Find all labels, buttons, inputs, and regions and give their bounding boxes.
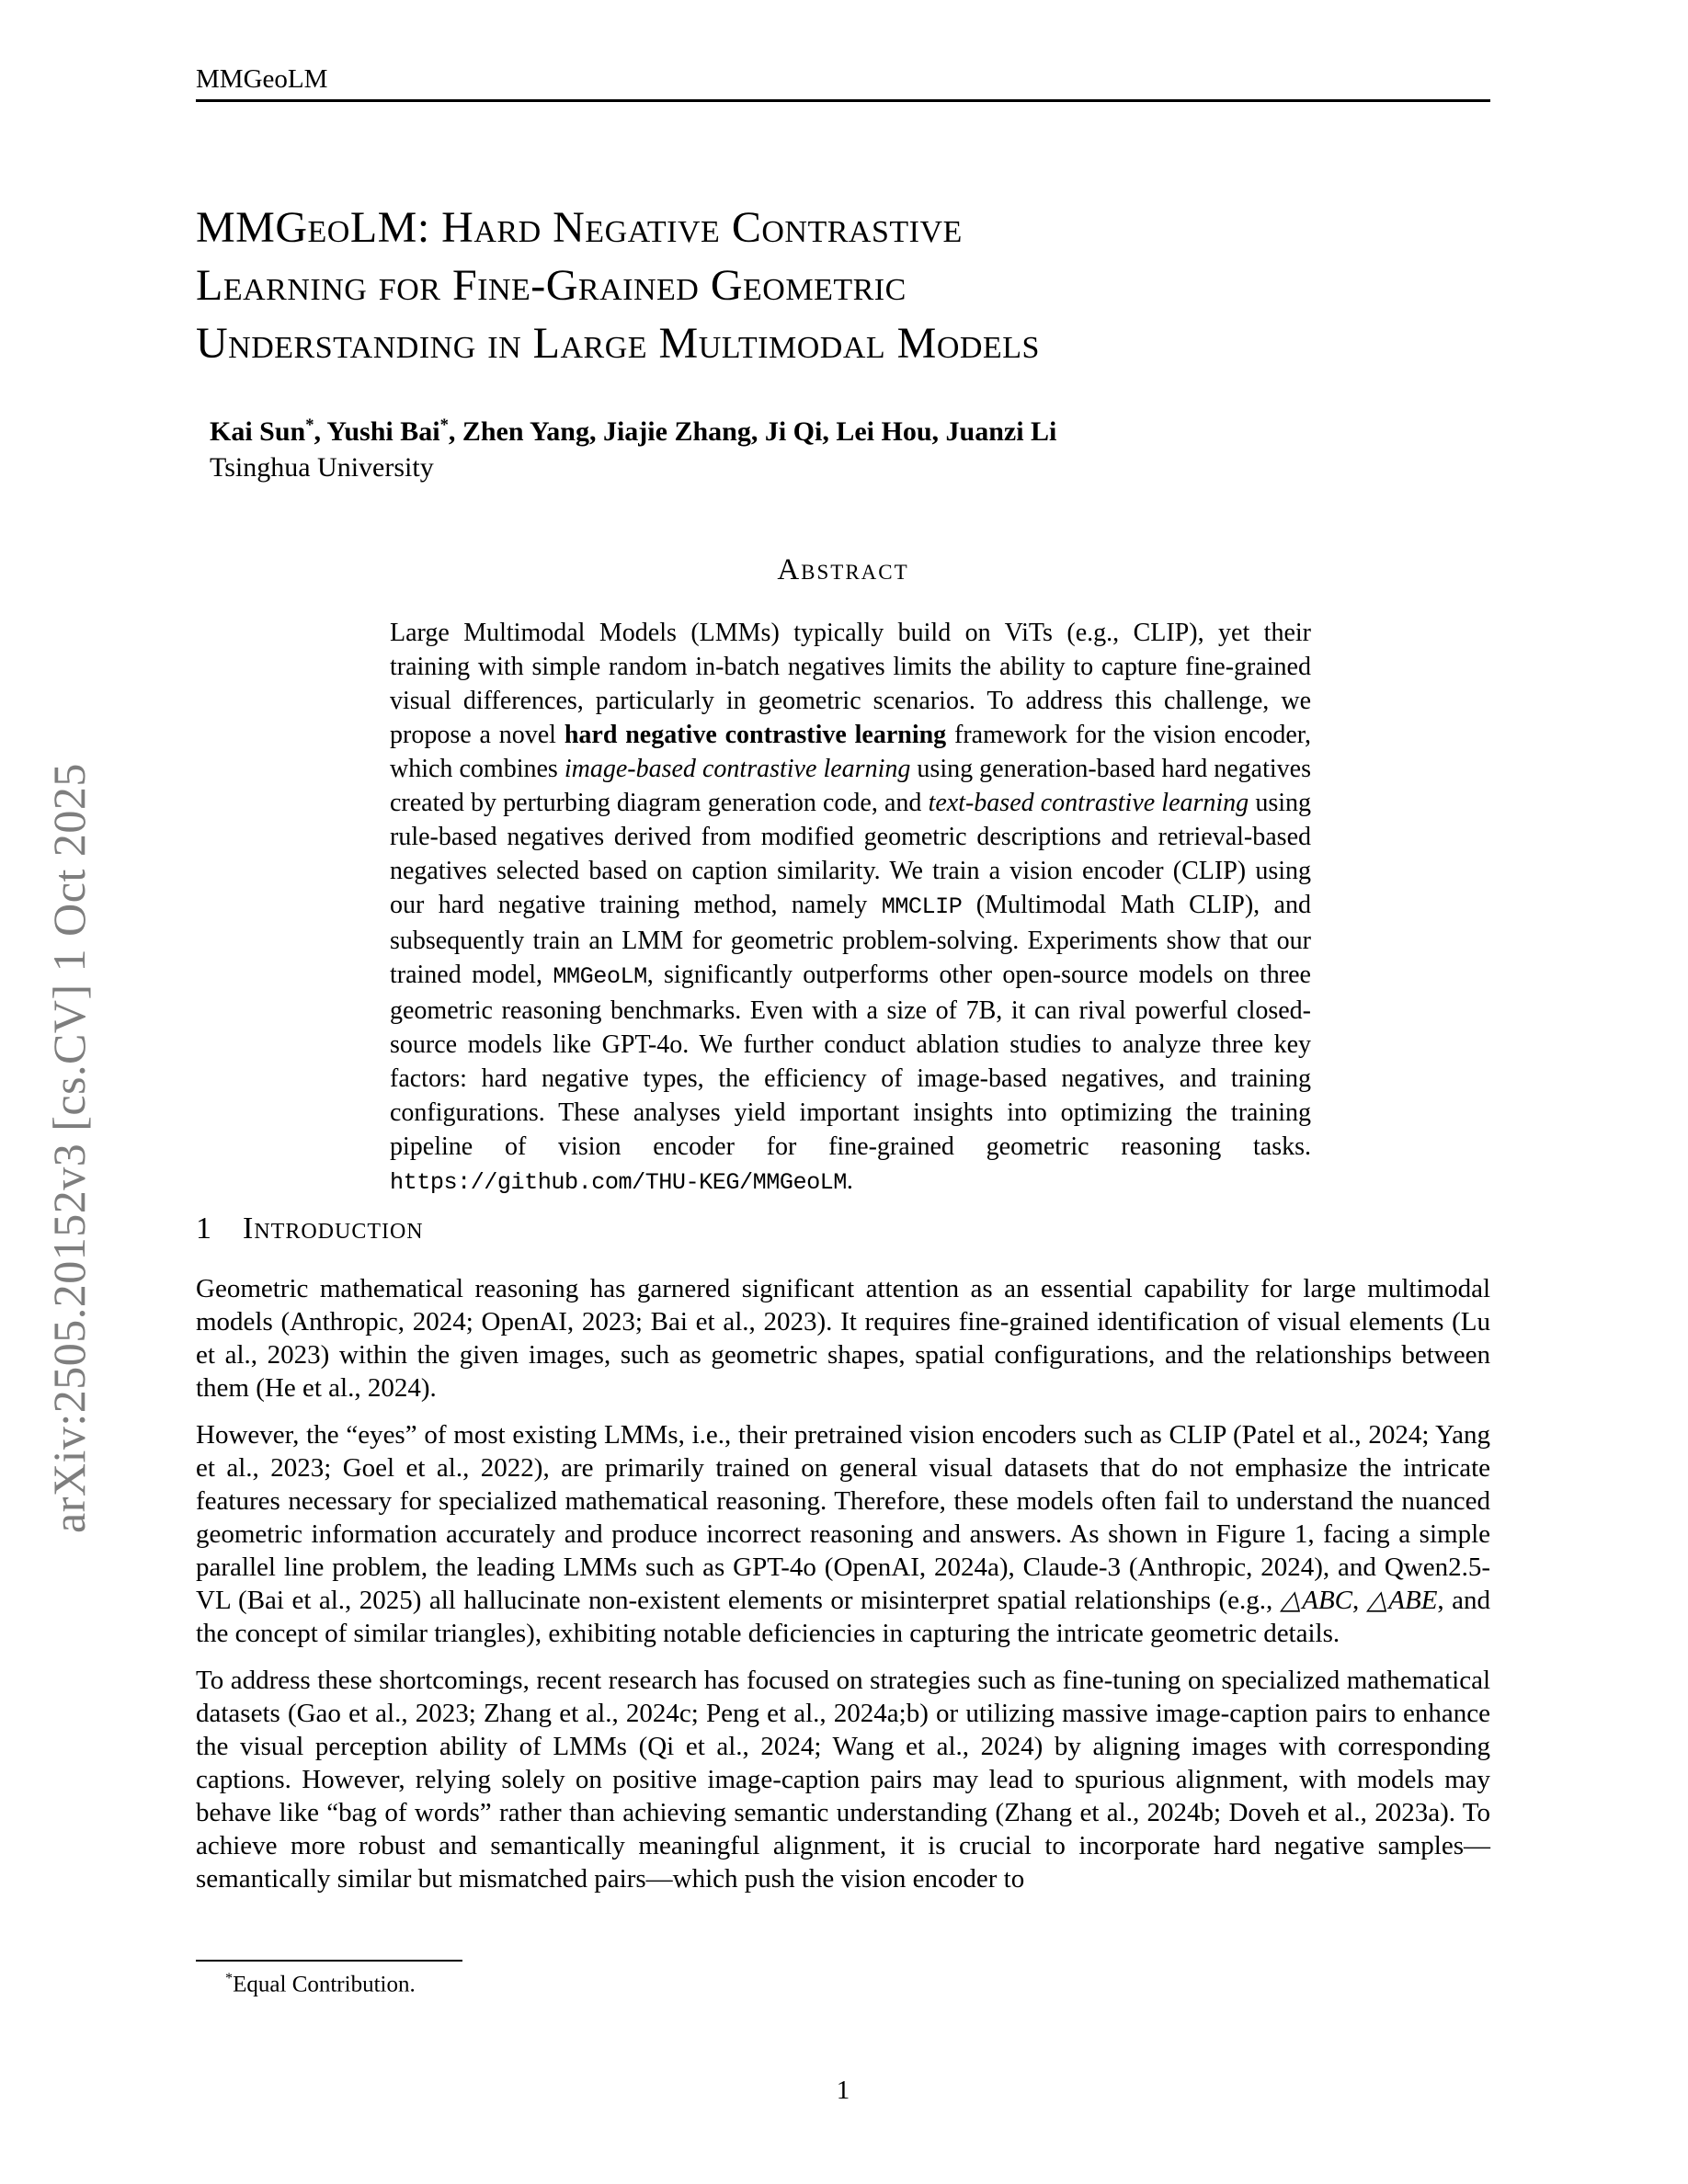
intro-paragraph-3: To address these shortcomings, recent research has focused on strategies such as fine-tuning on specialized mathematical datasets (Gao et al., 2023; Zhang et al., 2024c; Peng et al., 2024a;b) or utilizing massive image-caption pairs to enhance the visual perception ability of LMMs (Qi et al., 2024; Wang et al., 2024) by aligning images with corresponding captions. However, relying solely on positive image-caption pairs may lead to spurious alignment, with models may behave like “bag of words” rather than achieving semantic understanding (Zhang et al., 2024b; Doveh et al., 2023a). To achieve more robust and semantically meaningful alignment, it is crucial to incorporate hard negative samples—semantically similar but mismatched pairs—which push the vision encoder to — [196, 1666, 1490, 1894]
footnote-marker: * — [225, 1970, 234, 1986]
abstract-text — [390, 616, 1311, 1200]
abstract-segment: , significantly outperforms other open-source models on three geometric reasoning benchmarks. Even with a size of 7B, it can rival powerful closed-source models like GPT-4o. We further conduct ablation studies to analyze three key factors: hard negative types, the efficiency of image-based negatives, and training configurations. These analyses yield important insights into optimizing the training pipeline of vision encoder for fine-grained geometric reasoning tasks. — [390, 961, 1311, 1161]
author-name: Kai Sun — [210, 416, 306, 447]
author-footnote-marker: * — [439, 415, 449, 435]
math-triangle-abc: △ABC — [1280, 1586, 1353, 1615]
header-rule — [196, 99, 1490, 102]
abstract-bold-phrase: hard negative contrastive learning — [564, 721, 947, 749]
section-heading-introduction — [196, 1211, 1490, 1246]
abstract-segment: framework for the vision encoder, which combines — [390, 721, 1312, 783]
section-number: 1 — [196, 1211, 211, 1246]
intro-paragraph-2 — [196, 1418, 1490, 1650]
abstract-segment: using rule-based negatives derived from modified geometric descriptions and retrieval-based negatives selected based on caption similarity. We train a vision encoder (CLIP) using our hard negative training method, namely — [390, 789, 1311, 919]
author-name: , Zhen Yang, Jiajie Zhang, Ji Qi, Lei Hou, Juanzi Li — [448, 416, 1057, 447]
author-list — [210, 415, 1056, 448]
section-title: Introduction — [243, 1211, 424, 1246]
footnote — [196, 1960, 1490, 1997]
paragraph-segment: , — [1352, 1586, 1367, 1615]
arxiv-watermark: arXiv:2505.20152v3 [cs.CV] 1 Oct 2025 — [43, 763, 95, 1533]
affiliation: Tsinghua University — [210, 452, 434, 483]
footnote-rule — [196, 1960, 462, 1962]
paper-title-line-1: MMGeoLM: Hard Negative Contrastive — [196, 203, 963, 252]
paper-title-line-2: Learning for Fine-Grained Geometric — [196, 261, 907, 310]
author-name: , Yushi Bai — [314, 416, 440, 447]
model-name-mmgeolm: MMGeoLM — [553, 963, 647, 990]
page-number: 1 — [836, 2076, 850, 2105]
abstract-segment: . — [846, 1166, 853, 1195]
github-repo-link[interactable]: https://github.com/THU-KEG/MMGeoLM — [390, 1169, 847, 1196]
paragraph-segment: , and the concept of similar triangles), exhibiting notable deficiencies in capturing the intricate geometric details. — [196, 1586, 1491, 1648]
footnote-label: Equal Contribution. — [233, 1972, 416, 1997]
running-header: MMGeoLM — [196, 64, 328, 94]
paper-title — [196, 199, 1391, 372]
abstract-italic-phrase: text-based contrastive learning — [928, 789, 1249, 817]
model-name-mmclip: MMCLIP — [881, 893, 963, 920]
abstract-segment: Large Multimodal Models (LMMs) typically build on ViTs (e.g., CLIP), yet their training with simple random in-batch negatives limits the ability to capture fine-grained visual differences, particularly in geometric scenarios. To address this challenge, we propose a novel — [390, 619, 1311, 749]
abstract-segment: using generation-based hard negatives created by perturbing diagram generation code, and — [390, 755, 1311, 817]
footnote-text — [196, 1970, 1490, 1997]
abstract-italic-phrase: image-based contrastive learning — [564, 755, 911, 783]
abstract-segment: (Multimodal Math CLIP), and subsequently train an LMM for geometric problem-solving. Experiments show that our trained model, — [390, 891, 1311, 989]
paragraph-segment: However, the “eyes” of most existing LMMs, i.e., their pretrained vision encoders such as CLIP (Patel et al., 2024; Yang et al., 2023; Goel et al., 2022), are primarily trained on general visual datasets that do not emphasize the intricate features necessary for specialized mathematical reasoning. Therefore, these models often fail to understand the nuanced geometric information accurately and produce incorrect reasoning and answers. As shown in Figure 1, facing a simple parallel line problem, the leading LMMs such as GPT-4o (OpenAI, 2024a), Claude-3 (Anthropic, 2024), and Qwen2.5-VL (Bai et al., 2025) all hallucinate non-existent elements or misinterpret spatial relationships (e.g., — [196, 1420, 1490, 1615]
paper-title-line-3: Understanding in Large Multimodal Models — [196, 319, 1040, 368]
abstract-heading: Abstract — [777, 553, 909, 586]
author-footnote-marker: * — [305, 415, 314, 435]
intro-paragraph-1: Geometric mathematical reasoning has garnered significant attention as an essential capability for large multimodal models (Anthropic, 2024; OpenAI, 2023; Bai et al., 2023). It requires fine-grained identification of visual elements (Lu et al., 2023) within the given images, such as geometric shapes, spatial configurations, and the relationships between them (He et al., 2024). — [196, 1274, 1490, 1403]
introduction-section — [196, 1211, 1490, 1909]
math-triangle-abe: △ABE — [1366, 1586, 1438, 1615]
